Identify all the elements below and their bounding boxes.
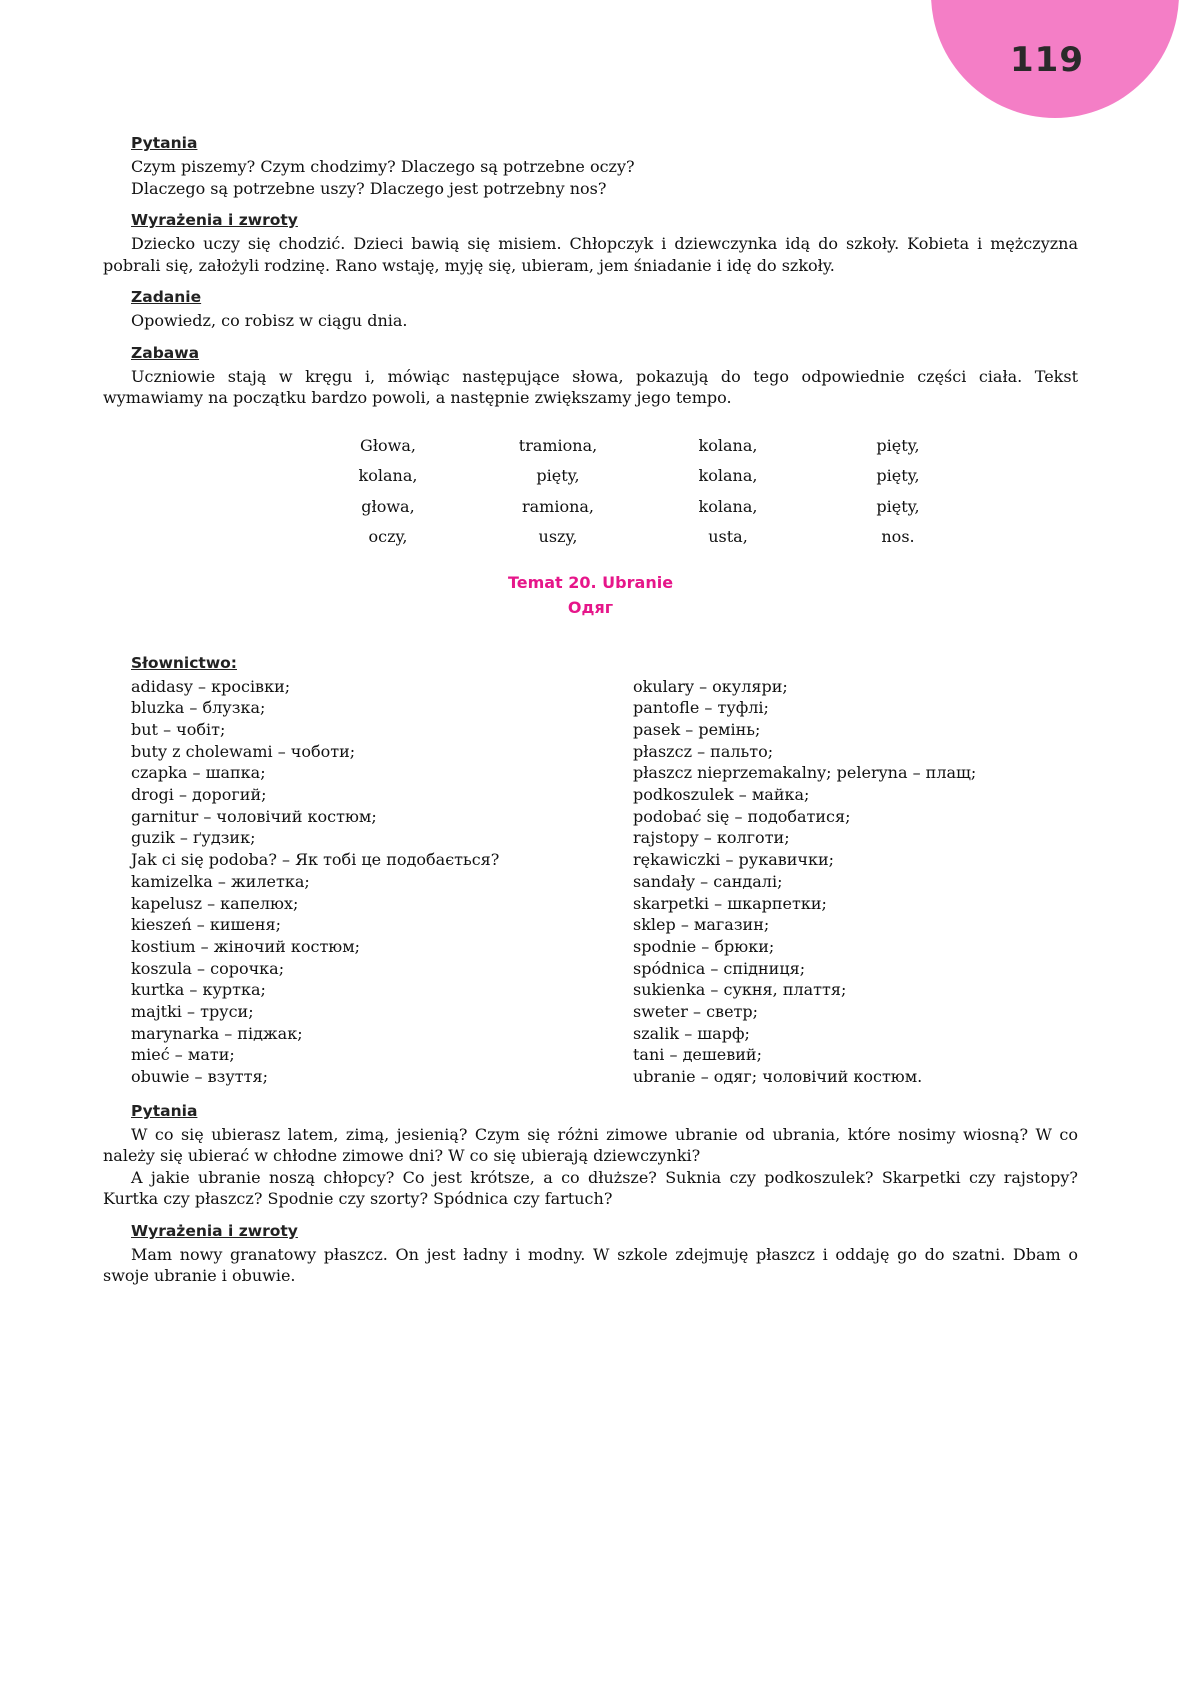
vocab-item: sklep – магазин; (633, 915, 770, 935)
vocab-item: kamizelka – жилетка; (131, 871, 310, 891)
vocab-item: drogi – дорогий; (131, 785, 267, 805)
topic-title: Temat 20. Ubranie (507, 572, 674, 592)
page-number: 119 (1010, 40, 1084, 80)
rhyme-word: oczy, (368, 527, 408, 546)
task-text: Opowiedz, co robisz w ciągu dnia. (131, 311, 408, 330)
vocab-item: spódnica – спідниця; (633, 958, 806, 978)
rhyme-word: usta, (708, 527, 748, 546)
questions-text (131, 156, 1078, 199)
phrases-heading: Wyrażenia i zwroty (131, 211, 298, 229)
vocab-item: adidasy – кросівки; (131, 676, 291, 696)
vocab-item: koszula – сорочка; (131, 958, 285, 978)
phrases-heading-2: Wyrażenia i zwroty (131, 1221, 298, 1240)
questions-heading-2: Pytania (131, 1101, 198, 1120)
rhyme-word: Głowa, (360, 435, 416, 455)
rhyme-word: kolana, (698, 466, 758, 485)
vocab-item: rękawiczki – рукавички; (633, 850, 835, 870)
vocab-item: kapelusz – капелюх; (131, 893, 299, 913)
vocab-item: podobać się – подобатися; (633, 806, 851, 826)
questions-heading: Pytania (131, 134, 198, 152)
vocab-item: majtki – труси; (131, 1002, 254, 1022)
vocabulary-list (131, 676, 1078, 1088)
vocab-item: kurtka – куртка; (131, 980, 266, 1000)
topic-subtitle: Одяг (567, 597, 614, 617)
question-line: Czym piszemy? Czym chodzimy? Dlaczego są potrzebne oczy? (131, 157, 635, 176)
vocab-item: sukienka – сукня, плаття; (633, 980, 847, 1000)
vocab-item: but – чобіт; (131, 719, 226, 739)
body-parts-rhyme (303, 435, 1078, 548)
vocab-item: ubranie – одяг; чоловічий костюм. (633, 1067, 923, 1087)
rhyme-word: głowa, (361, 496, 415, 516)
vocab-item: marynarka – піджак; (131, 1023, 303, 1043)
rhyme-word: pięty, (876, 496, 920, 516)
vocabulary-heading: Słownictwo: (131, 653, 237, 672)
game-text: Uczniowie stają w kręgu i, mówiąc następujące słowa, pokazują do tego odpowiednie części ciała. Tekst wymawiamy na początku bardzo powoli, a następnie zwiększamy jego tempo. (103, 366, 1078, 407)
vocab-item: kostium – жіночий костюм; (131, 936, 361, 956)
vocab-item: kieszeń – кишеня; (131, 915, 282, 935)
questions-text-2a: W co się ubierasz latem, zimą, jesienią? Czym się różni zimowe ubranie od ubrania, które nosimy wiosną? W co należy się ubierać w chłodne zimowe dni? W co się ubierają dziewczynki? (103, 1124, 1078, 1166)
phrases-text: Dziecko uczy się chodzić. Dzieci bawią się misiem. Chłopczyk i dziewczynka idą do szkoły. Kobieta i mężczyzna pobrali się, założyli rodzinę. Rano wstaję, myję się, ubieram, jem śniadanie i idę do szkoły. (103, 234, 1078, 275)
vocab-item: rajstopy – колготи; (633, 828, 790, 848)
vocab-item: skarpetki – шкарпетки; (633, 893, 827, 913)
vocab-column-left (131, 676, 633, 1088)
rhyme-word: pięty, (876, 466, 920, 485)
vocab-item: mieć – мати; (131, 1045, 235, 1065)
vocab-item: garnitur – чоловічий костюм; (131, 806, 377, 826)
rhyme-word: uszy, (538, 527, 578, 546)
vocab-item: buty z cholewami – чоботи; (131, 741, 356, 761)
vocab-item: okulary – окуляри; (633, 676, 788, 696)
vocab-item: szalik – шарф; (633, 1023, 750, 1043)
phrases-text-2: Mam nowy granatowy płaszcz. On jest ładny i modny. W szkole zdejmuję płaszcz i oddaję go do szatni. Dbam o swoje ubranie i obuwie. (103, 1244, 1078, 1286)
vocab-item: pasek – ремінь; (633, 719, 761, 739)
vocab-item: płaszcz – пальто; (633, 741, 774, 761)
rhyme-word: ramiona, (521, 496, 595, 516)
vocab-item: bluzka – блузка; (131, 698, 266, 718)
vocab-item: pantofle – туфлі; (633, 698, 769, 718)
vocab-item: spodnie – брюки; (633, 936, 775, 956)
vocab-column-right (633, 676, 1103, 1088)
task-heading: Zadanie (131, 288, 202, 306)
vocab-item: sandały – сандалі; (633, 871, 783, 891)
rhyme-word: nos. (881, 527, 915, 546)
vocab-item: tani – дешевий; (633, 1045, 762, 1065)
game-heading: Zabawa (131, 343, 200, 362)
rhyme-word: kolana, (698, 496, 758, 516)
vocab-item: płaszcz nieprzemakalny; peleryna – плащ; (633, 763, 977, 783)
rhyme-word: pięty, (536, 466, 580, 485)
vocab-item: guzik – ґудзик; (131, 828, 256, 848)
rhyme-word: pięty, (876, 435, 920, 455)
page-content (103, 134, 1078, 1299)
vocab-item: obuwie – взуття; (131, 1067, 268, 1087)
vocab-item: Jak ci się podoba? – Як тобі це подобається? (131, 850, 500, 870)
rhyme-word: tramiona, (518, 435, 598, 455)
vocab-item: podkoszulek – майка; (633, 785, 810, 805)
vocab-item: czapka – шапка; (131, 763, 266, 783)
rhyme-word: kolana, (698, 435, 758, 455)
rhyme-word: kolana, (358, 466, 418, 485)
vocab-item: sweter – светр; (633, 1002, 759, 1022)
question-line: Dlaczego są potrzebne uszy? Dlaczego jest potrzebny nos? (131, 178, 607, 198)
questions-text-2b: A jakie ubranie noszą chłopcy? Co jest krótsze, a co dłuższe? Suknia czy podkoszulek? Skarpetki czy rajstopy? Kurtka czy płaszcz? Spodnie czy szorty? Spódnica czy fartuch? (103, 1167, 1078, 1209)
